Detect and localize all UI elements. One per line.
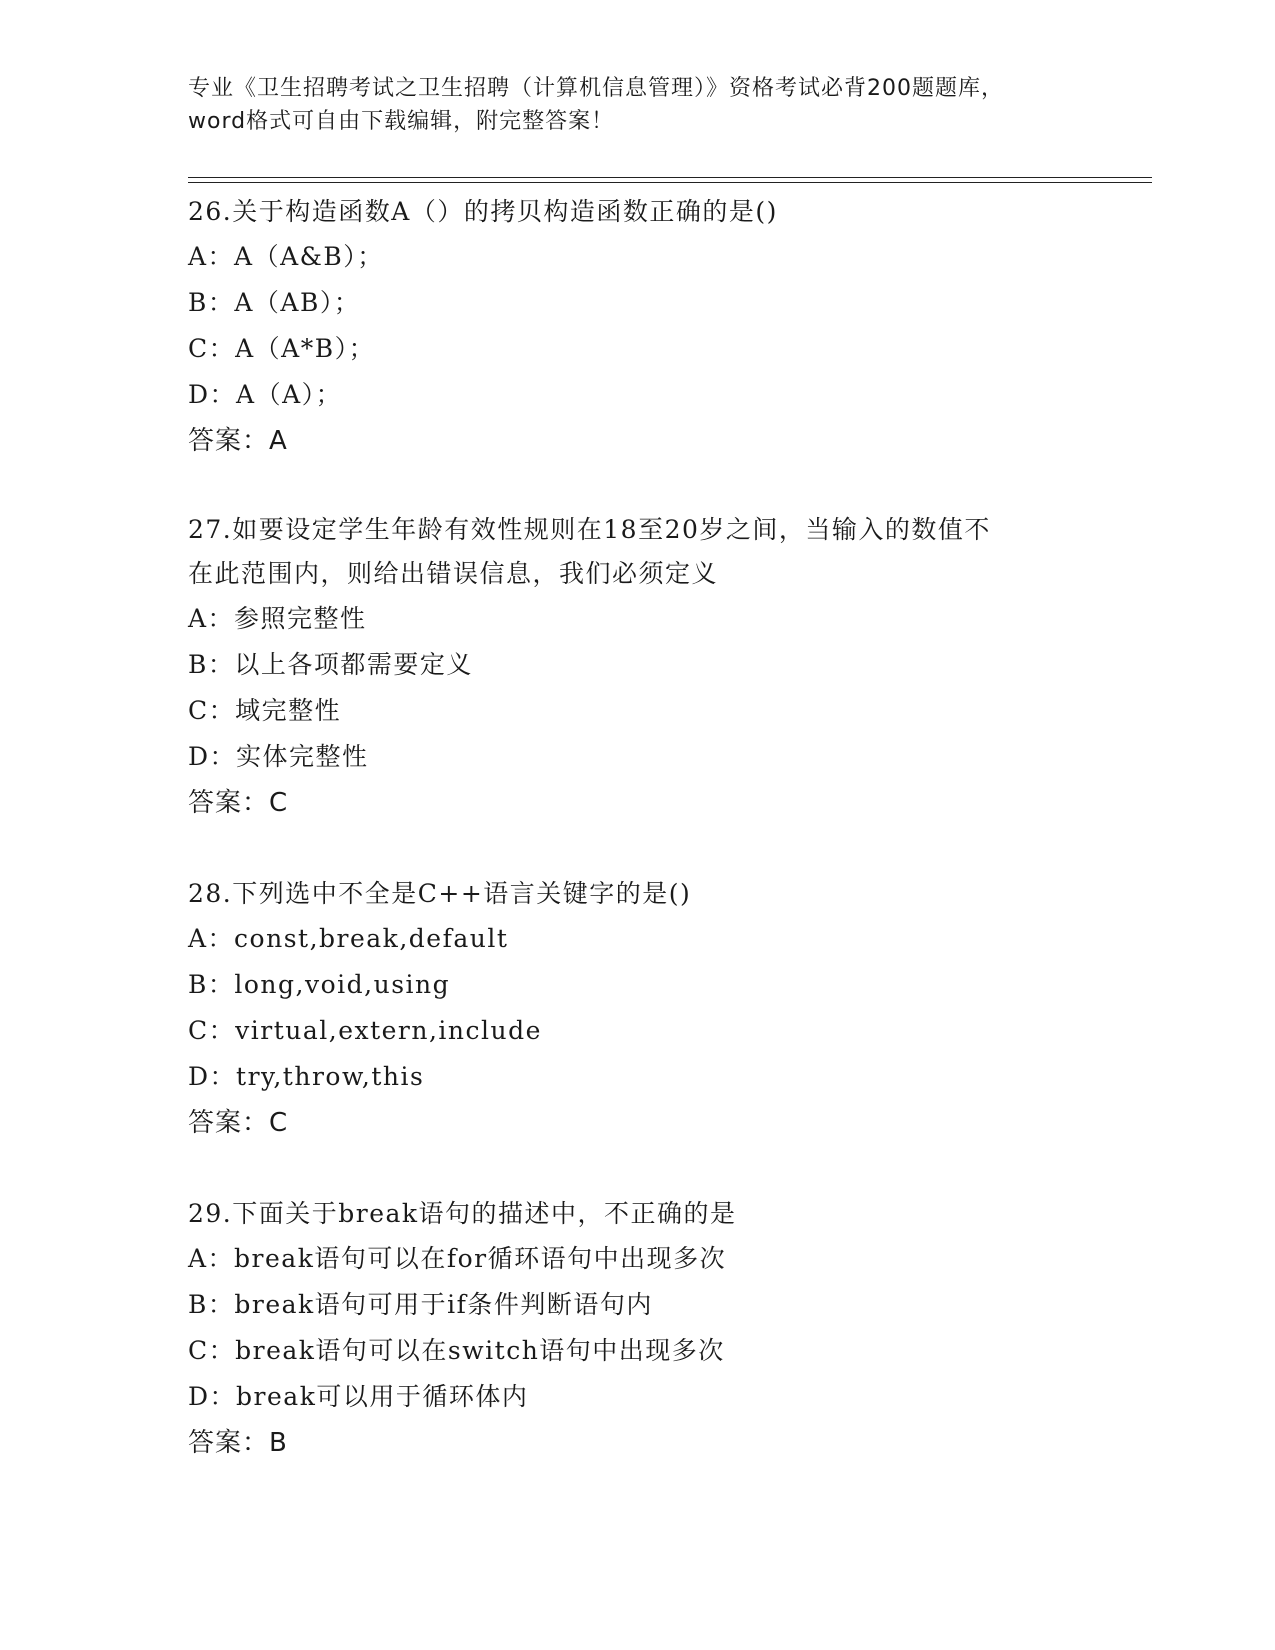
option-a: A：const,break,default [188,924,509,953]
option-b: B：long,void,using [188,970,451,999]
option-d: D：break可以用于循环体内 [188,1382,529,1411]
option-b: B：以上各项都需要定义 [188,650,473,679]
option-b: B：A（AB）； [188,288,361,317]
option-d: D：实体完整性 [188,742,369,771]
option-d: D：try,throw,this [188,1062,425,1091]
option-a: A：break语句可以在for循环语句中出现多次 [188,1244,727,1273]
option-c: C：break语句可以在switch语句中出现多次 [188,1336,725,1365]
question-title-line-1: 27.如要设定学生年龄有效性规则在18至20岁之间，当输入的数值不 [188,515,991,544]
question-27 [188,508,1088,826]
answer: 答案：B [188,1428,288,1458]
question-title: 29.下面关于break语句的描述中，不正确的是 [188,1199,737,1228]
option-d: D：A（A）； [188,380,343,409]
question-28 [188,872,1088,1146]
document-header [188,72,1088,138]
question-title-line-2: 在此范围内，则给出错误信息，我们必须定义 [188,559,719,588]
question-title: 28.下列选中不全是C++语言关键字的是() [188,879,692,908]
header-divider-top [188,177,1152,178]
option-b: B：break语句可用于if条件判断语句内 [188,1290,653,1319]
option-a: A：A（A&B）； [188,242,384,271]
option-c: C：A（A*B）； [188,334,376,363]
answer: 答案：C [188,1108,289,1138]
header-line-2: word格式可自由下载编辑，附完整答案！ [188,109,615,134]
answer: 答案：C [188,788,289,818]
option-c: C：virtual,extern,include [188,1016,542,1045]
header-line-1: 专业《卫生招聘考试之卫生招聘（计算机信息管理）》资格考试必背200题题库， [188,76,1004,101]
question-title: 26.关于构造函数A（）的拷贝构造函数正确的是() [188,197,778,226]
header-divider-bottom [188,182,1152,183]
option-a: A：参照完整性 [188,604,367,633]
answer: 答案：A [188,426,288,456]
question-26 [188,190,1088,464]
option-c: C：域完整性 [188,696,342,725]
question-29 [188,1192,1088,1466]
